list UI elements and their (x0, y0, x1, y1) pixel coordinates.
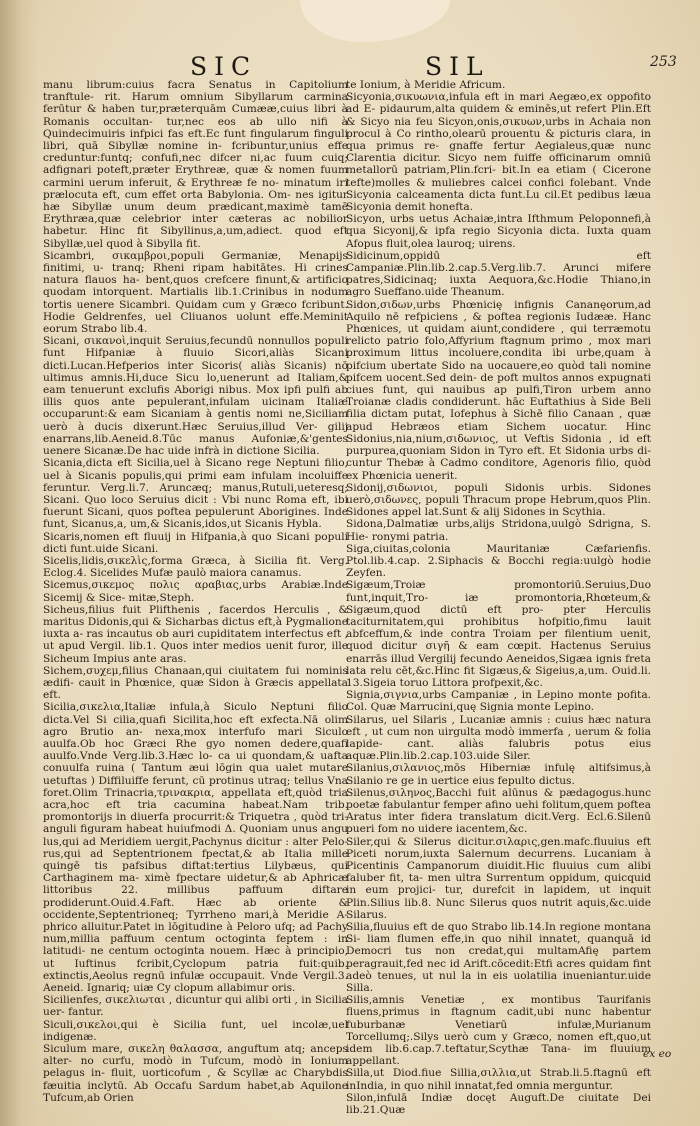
entry-sicyonia: Sicyonia,σικυωνια,infula eft in mari Aegæo,ex oppofito ad E- pidaurum,alta quidem & eminēs,ut refert Plin.Eft & Sicyo nia feu Sicyon,onis,σικυων,urbs in Achaia non procul à Co rintho,olearū prouentu & picturis clara, in qua primus re- gnaffe fertur Aegialeus,quæ nunc Clarentia dicitur. Sicyo nem fuiffe officinarum omniū metallorū patriam,Plin.fcri- bit.In ea etiam ( Cicerone tefte)molles & muliebres calcei confici folebant. Vnde Sicyonia calceamenta dicta funt.Lu cil.Et pedibus læua Sicyonia demit honefta. (346, 91, 651, 214)
entry-sicemus: Sicemus,σικεμος πολις αραβιας,urbs Arabiæ.Inde Sicemij & Sice- mitæ,Steph. (43, 579, 348, 604)
binding-gutter-shadow (0, 0, 38, 1126)
entry-siler: Siler,qui & Silerus dicitur.σιλαρις,gen.mafc.fluuius eft Piceti norum,iuxta Salernum decurrens. Lucaniam à Picentinis Campanorum diuidit.Hic fluuius cum alibi faluber fit, ta- men ultra Surrentum oppidum, quicquid in eum projici- tur, durefcit in lapidem, ut inquit Plin.Silius lib.8. Nunc Silerus quos nutrit aquis,&c.uide Silarus. (346, 835, 651, 921)
entry-sicani: Sicani, σικανοὶ,inquit Seruius,fecundū nonnullos populi funt Hifpaniæ à fluuio Sicori,aliàs Sicani dicti.Lucan.Hefperios inter Sicoris( aliàs Sicanis) nō ultimus amnis.Hi,duce Sicu lo,uenerunt ad Italiam,& eam tenuerunt exclufis Aborigi nibus. Mox ipfi pulfi ab illis quos ante pepulerant,infulam uicinam Italiæ occuparunt:& eam Sicaniam à gentis nomi ne,Siciliam uerò à ducis dixerunt.Hæc Seruius,illud Ver- gilij enarrans,lib.Aeneid.8.Tūc manus Aufoniæ,&'gentes uenere Sicanæ.De hac uide infrà in dictione Sicilia. (43, 335, 348, 458)
catchword: ex eo (643, 1048, 672, 1060)
entry-silla: Silla,ut Diod.fiue Sillia,σιλλια,ut Strab.li.5.ftagnū eft inIndia, in quo nihil innatat,fed omnia merguntur. (346, 1067, 651, 1092)
torn-paper-edge (300, 0, 450, 42)
entry-siga: Siga,ciuitas,colonia Mauritaniæ Cæfarienfis. Ptol.lib.4.cap. 2.Siphacis & Bocchi regia:uulgò hodie Zeyfen. (346, 542, 651, 580)
entry-siculum-mare: Siculum mare, σικελη θαλασσα, anguftum atq; anceps alter- no curfu, modò in Tufcum, modò in Ionium pelagus in- fluit, uorticofum , & Scyllæ ac Charybdis fæuitia inclytū. Ab Occafu Sardum habet,ab Aquilone Tufcum,ab Orien (43, 1043, 348, 1104)
entry-sibylla-continued: manu librum:cuius facra Senatus in Capitolium tranftule- rit. Harum omnium Sibyllarum carmina ferūtur & haben tur,præterquām Cumææ,cuius libri à Romanis occultan- tur,nec eos ab ullo nifi à Quindecimuiris infpici fas eft.Ec funt fingularum finguli libri, quā Sibyllæ nomine in- fcribuntur,unius effe creduntur:funtq; confufi,nec difcer ni,ac fuum cuiq; adfignari poteft,præter Erythreæ, quæ & nomen fuum carmini uerum inferuit, & Erythreæ fe no- minatum iri prælocuta eft, cum effet orta Babylonia. Om- nes igitur hæ Sibyllæ unum deum prædicant,maximè tamē Erythræa,quæ celebrior inter cæteras ac nobilior habetur. Hinc fit Sibyllinus,a,um,adiect. quod eft Sibyllæ,uel quod à Sibylla fit. (43, 79, 348, 250)
entry-sidonij: Sidonij,σιδωνιοι, populi Sidonis urbis. Sidones uerò,σιδωνες, populi Thracum prope Hebrum,quos Plin. Sidones appel lat.Sunt & alij Sidones in Scythia. (346, 481, 651, 519)
entry-sicheus: Sicheus,filius fuit Plifthenis , facerdos Herculis , & maritus Didonis,qui & Sicharbas dictus eft,à Pygmalione iuxta a- ras incautus ob auri cupiditatem interfectus eft , ut apud Vergil. lib.1. Quos inter medios uenit furor, ille Sicheum Impius ante aras. (43, 603, 348, 665)
entry-sicelis: Sicelis,lidis,σικελὶς,forma Græca, à Sicilia fit. Verg. Eclog.4. Sicelides Mufæ paulò maiora canamus. (43, 554, 348, 580)
entry-siculum-mare-continued: te Ionium, à Meridie Africum. (346, 79, 506, 91)
entry-silanius: Silanius,σιλανιος,mōs Hiberniæ infulę altifsimus,à Silanio re ge in uertice eius fepulto dictus. (346, 762, 651, 787)
entry-sichem: Sichem,συχεμ,filius Chanaan,qui ciuitatem fui nominis ædifi- cauit in Phœnice, quæ Sidon à Græcis appellata eft. (43, 664, 348, 702)
entry-silis: Silis,amnis Venetiæ , ex montibus Taurifanis fluens,primus in ftagnum cadit,ubi nunc habentur fuburbanæ Venetiarū infulæ,Murianum Torcellumq;.Silys uerò cum y Græco, nomen eft,quo,ut idem lib.6.cap.7.teftatur,Scythæ Tana- im fluuium appellant. (346, 994, 651, 1068)
entry-sidicinum: Sidicinum,oppidū eft Campaniæ.Plin.lib.2.cap.5.Verg.lib.7. Arunci mifere patres,Sidicinaq; iuxta Aequora,&c.Hodie Thiano,in agro Sueffano.uide Theanum. (346, 249, 651, 299)
entry-sicilienses: Sicilienfes, σικελιωται , dicuntur qui alibi orti , in Sicilia uer- fantur. (43, 994, 348, 1019)
entry-sidona: Sidona,Dalmatiæ urbs,alijs Stridona,uulgò Sdrigna, S. Hie- ronymi patria. (346, 518, 651, 543)
entry-siculi: Siculi,σικελοι,qui è Sicilia funt, uel incolæ,uel indigenæ. (43, 1018, 348, 1043)
entry-sidon: Sidon,σιδων,urbs Phœnicię infignis Cananęorum,ad Aquilo nē refpiciens , & poftea regionis Iudææ. Hanc Phœnices, ut quidam aiunt,condidere , qui terræmotu relicto patrio folo,Affyrium ftagnum primo , mox mari proximum littus incoluere,condita ibi urbe,quam à pifcium ubertate Sido na uocauere,eo quòd tali nomine pifcem uocent.Sed dein- de poft multos annos expugnati ciues funt, qui nauibus ap pulfi,Tiron urbem anno Troianæ cladis condiderunt. hāc Euftathius à Side Beli filia dictam putat, Iofephus à Sichē filio Canaan , quæ apud Hebræos etiam Sichem uocatur. Hinc Sidonius,nia,nium,σιδωνιος, ut Veftis Sidonia , id eft purpurea,quoniam Sidon in Tyro eft. Et Sidonia urbs di- cuntur Thebæ à Cadmo conditore, Agenoris filio, quòd ex Phœnicia uenerit. (346, 298, 651, 482)
entry-silenus: Silenus,σιληνος,Bacchi fuit alūnus & pædagogus.hunc poetæ fabulantur femper afino uehi folitum,quem poftea Aratus inter fidera translatum dicit.Verg. Ecl.6.Silenū pueri fom no uidere iacentem,&c. (346, 786, 651, 836)
entry-sicyon: Sicyon, urbs uetus Achaiæ,intra Ifthmum Peloponnefi,à qua Sicyonij,& ipfa regio Sicyonia dicta. Iuxta quam Afopus fluit,olea lauroq; uirens. (346, 213, 651, 250)
entry-silon: Silon,infulā Indiæ docęt Auguft.De ciuitate Dei lib.21.Quæ (346, 1091, 651, 1117)
entry-sigaeum: Sigæum,Troiæ promontoriū.Seruius,Duo funt,inquit,Tro- iæ promontoria,Rhœteum,& Sigæum,quod dictū eft pro- pter Herculis taciturnitatem,qui prohibitus hofpitio,fimu lauit abfceffum,& inde contra Troiam per filentium uenit, quod dicitur σιγῆ & eam cœpit. Hactenus Seruius enarrās illud Vergilij fecundo Aeneidos,Sigæa ignis freta lata relu cēt,&c.Hinc fit Sigæus,& Sigeius,a,um. Ouid.li. 13.Sigeia toruo Littora profpexit,&c. (346, 579, 651, 689)
entry-silia: Silia,fluuius eft de quo Strabo lib.14.In regione montana Si- liam flumen effe,in quo nihil innatet, quanquā id Democri tus non credat,qui multamAfię partem peragrauit,fed nec id Arift.cōcedit:Etfi acres quidam fint adeò tenues, ut nul la in eis uolatilia inueniantur.uide Silla. (346, 921, 651, 995)
right-column (346, 79, 651, 1116)
running-head-left: SIC (190, 52, 258, 81)
left-column (43, 79, 348, 1104)
entry-sicilia: Sicilia,σικελια,Italiæ infula,à Siculo Neptuni filio dicta.Vel Si cilia,quafi Sicilita,hoc eft exfecta.Nā olim agro Brutio an- nexa,mox interfufo mari Siculo auulfa.Ob hoc Græci Rhe gyo nomen dedere,quafi auulfo.Vnde Verg.lib.3.Hæc lo- ca ui quondam,& uafta conuulfa ruina ( Tantum æui lōgin qua ualet mutare uetuftas ) Diffiluiffe ferunt, cū protinus utraq; tellus Vna foret.Olim Trinacria,τρινακρια, appellata eft,quòd tria acra,hoc eft tria cacumina habeat.Nam trib. promontorijs in diuerfa procurrit:& Triquetra , quòd tri- anguli figuram habeat huiufmodi Δ. Quoniam unus angu lus,qui ad Meridiem uergit,Pachynus dicitur : alter Pelo- rus,qui ad Septentrionem fpectat,& ab Italia mille quingē tis pafsibus diftat:tertius Lilybæus, qui Carthaginem ma- ximè fpectare uidetur,& ab Aphricæ littoribus 22. millibus paffuum diftare prodiderunt.Ouid.4.Faft. Hæc ab oriente & occidente,Septentrioneq; Tyrrheno mari,à Meridie A- phrico alluitur.Patet in lōgitudine à Peloro ufq; ad Pachy num,millia paffuum centum octoginta feptem : in latitudi- ne centum octoginta nouem. Hæc à principio, ut Iuftinus fcribit,Cyclopum patria fuit:quib. extinctis,Aeolus regnū infulæ occupauit. Vnde Vergil.3. Aeneid. Ignariq; uiæ Cy clopum allabimur oris. (43, 701, 348, 995)
entry-silarus: Silarus, uel Silaris , Lucaniæ amnis : cuius hæc natura eft , ut cum non uirgulta modò immerfa , uerum & folia lapide- cant. aliàs falubris potus eius aquæ.Plin.lib.2.cap.103.uide Siler. (346, 713, 651, 763)
folio-number: 253 (650, 54, 677, 70)
running-head-right: SIL (425, 52, 490, 81)
entry-signia: Signia,σιγνια,urbs Campaniæ , in Lepino monte pofita. Col. Quæ Marrucini,quę Signia monte Lepino. (346, 689, 651, 714)
entry-sicania: Sicania,dicta eft Sicilia,uel à Sicano rege Neptuni filio, uel à Sicanis populis,qui primi eam infulam incoluiffe feruntur. Verg.li.7. Aruncæq; manus,Rutuli,ueteresq; Sicani. Quo loco Seruius dicit : Vbi nunc Roma eft, ibi fuerunt Sicani, quos poftea pepulerunt Aborigines. Inde funt, Sicanus,a, um,& Sicanis,idos,ut Sicanis Hybla. (43, 457, 348, 531)
entry-sicaris: Sicaris,nomen eft fluuij in Hifpania,à quo Sicani populi dicti funt.uide Sicani. (43, 530, 348, 555)
entry-sicambri: Sicambri, σικαμβροι,populi Germaniæ, Menapijs finitimi, u- tranq; Rheni ripam habitātes. Hi crines natura flauos ha- bent,quos crefcere finunt,& artificio quodam intorquent. Martialis lib.1.Crinibus in nodum tortis uenere Sicambri. Quidam cum y Græco fcribunt. Hodie Geldrenfes, uel Cliuanos uolunt effe.Meminit eorum Strabo lib.4. (43, 249, 348, 336)
